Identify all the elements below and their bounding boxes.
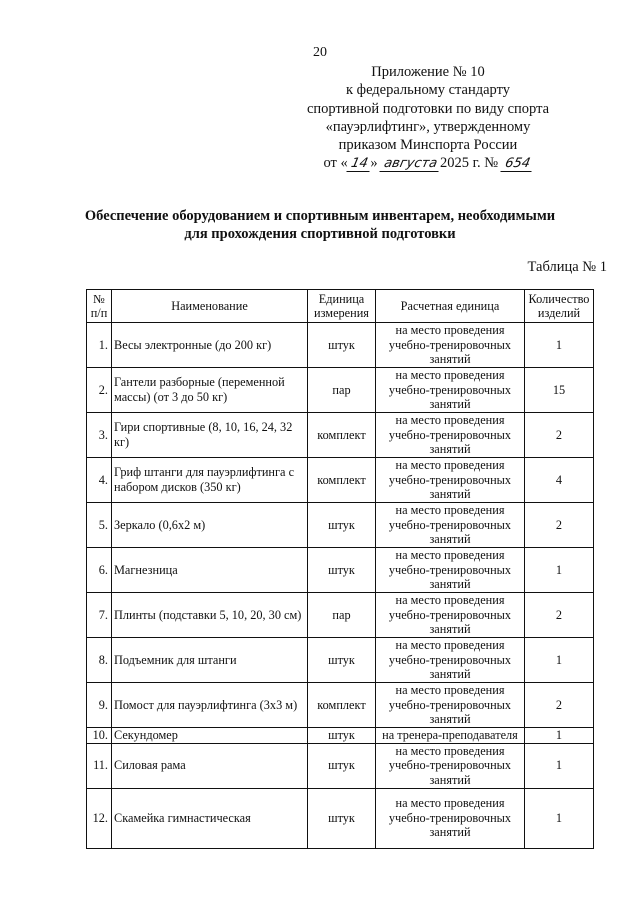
cell-name: Гриф штанги для пауэрлифтинга с набором дисков (350 кг) xyxy=(112,458,308,503)
handwritten-month: августа xyxy=(380,157,442,172)
cell-qty: 1 xyxy=(525,638,594,683)
cell-calc: на место проведения учебно-тренировочных занятий xyxy=(376,638,525,683)
title-line-1: Обеспечение оборудованием и спортивным инвентарем, необходимыми xyxy=(84,208,556,224)
cell-unit: штук xyxy=(308,638,376,683)
table-label: Таблица № 1 xyxy=(527,259,607,275)
table-row xyxy=(87,638,594,683)
appendix-line-5: приказом Минспорта России xyxy=(338,137,518,154)
cell-name: Весы электронные (до 200 кг) xyxy=(112,323,308,368)
cell-num: 8. xyxy=(87,638,112,683)
table-row xyxy=(87,503,594,548)
cell-calc: на место проведения учебно-тренировочных занятий xyxy=(376,593,525,638)
cell-calc: на место проведения учебно-тренировочных занятий xyxy=(376,458,525,503)
cell-calc: на место проведения учебно-тренировочных занятий xyxy=(376,368,525,413)
cell-unit: комплект xyxy=(308,458,376,503)
cell-calc: на тренера-преподавателя xyxy=(376,728,525,744)
cell-name: Подъемник для штанги xyxy=(112,638,308,683)
cell-unit: пар xyxy=(308,368,376,413)
handwritten-day: 14 xyxy=(346,157,372,172)
cell-unit: штук xyxy=(308,788,376,848)
title-line-2: для прохождения спортивной подготовки xyxy=(184,226,456,242)
table-row xyxy=(87,323,594,368)
table-row xyxy=(87,458,594,503)
cell-unit: штук xyxy=(308,548,376,593)
cell-num: 3. xyxy=(87,413,112,458)
cell-calc: на место проведения учебно-тренировочных занятий xyxy=(376,743,525,788)
cell-qty: 1 xyxy=(525,743,594,788)
cell-qty: 2 xyxy=(525,683,594,728)
document-title xyxy=(40,207,600,243)
table-row xyxy=(87,743,594,788)
table-row xyxy=(87,683,594,728)
page-number: 20 xyxy=(313,45,327,60)
appendix-block xyxy=(268,63,588,173)
cell-num: 11. xyxy=(87,743,112,788)
cell-num: 12. xyxy=(87,788,112,848)
appendix-line-2: к федеральному стандарту xyxy=(346,82,510,99)
cell-num: 1. xyxy=(87,323,112,368)
cell-name: Помост для пауэрлифтинга (3х3 м) xyxy=(112,683,308,728)
cell-unit: пар xyxy=(308,593,376,638)
cell-calc: на место проведения учебно-тренировочных занятий xyxy=(376,683,525,728)
cell-num: 4. xyxy=(87,458,112,503)
cell-num: 6. xyxy=(87,548,112,593)
cell-name: Скамейка гимнастическая xyxy=(112,788,308,848)
cell-unit: штук xyxy=(308,323,376,368)
date-prefix: от « xyxy=(323,155,348,172)
cell-name: Гири спортивные (8, 10, 16, 24, 32 кг) xyxy=(112,413,308,458)
equipment-table xyxy=(86,289,594,849)
cell-calc: на место проведения учебно-тренировочных занятий xyxy=(376,548,525,593)
cell-name: Магнезница xyxy=(112,548,308,593)
appendix-line-4: «пауэрлифтинг», утвержденному xyxy=(325,118,531,135)
cell-calc: на место проведения учебно-тренировочных занятий xyxy=(376,323,525,368)
cell-name: Силовая рама xyxy=(112,743,308,788)
cell-qty: 2 xyxy=(525,413,594,458)
cell-num: 10. xyxy=(87,728,112,744)
cell-calc: на место проведения учебно-тренировочных занятий xyxy=(376,413,525,458)
table-row xyxy=(87,368,594,413)
cell-qty: 2 xyxy=(525,503,594,548)
cell-calc: на место проведения учебно-тренировочных занятий xyxy=(376,503,525,548)
cell-qty: 1 xyxy=(525,728,594,744)
cell-unit: штук xyxy=(308,743,376,788)
cell-name: Гантели разборные (переменной массы) (от 3 до 50 кг) xyxy=(112,368,308,413)
table-row xyxy=(87,728,594,744)
cell-unit: штук xyxy=(308,503,376,548)
cell-unit: штук xyxy=(308,728,376,744)
header-name: Наименование xyxy=(112,290,308,323)
header-unit: Единица измерения xyxy=(308,290,376,323)
cell-name: Секундомер xyxy=(112,728,308,744)
cell-num: 5. xyxy=(87,503,112,548)
table-row xyxy=(87,548,594,593)
cell-qty: 1 xyxy=(525,548,594,593)
cell-unit: комплект xyxy=(308,683,376,728)
table-row xyxy=(87,413,594,458)
appendix-line-3: спортивной подготовки по виду спорта xyxy=(306,100,550,117)
cell-qty: 4 xyxy=(525,458,594,503)
cell-calc: на место проведения учебно-тренировочных занятий xyxy=(376,788,525,848)
cell-qty: 2 xyxy=(525,593,594,638)
date-year: 2025 г. № xyxy=(440,155,499,172)
cell-num: 9. xyxy=(87,683,112,728)
handwritten-order-number: 654 xyxy=(500,157,534,172)
cell-qty: 15 xyxy=(525,368,594,413)
table-row xyxy=(87,593,594,638)
cell-num: 2. xyxy=(87,368,112,413)
appendix-line-1: Приложение № 10 xyxy=(371,64,485,80)
table-header-row xyxy=(87,290,594,323)
header-calc: Расчетная единица xyxy=(376,290,525,323)
table-row xyxy=(87,788,594,848)
date-separator: » xyxy=(370,155,378,172)
header-num: № п/п xyxy=(87,290,112,323)
appendix-date-line xyxy=(268,154,588,172)
cell-name: Зеркало (0,6х2 м) xyxy=(112,503,308,548)
cell-qty: 1 xyxy=(525,788,594,848)
header-qty: Количество изделий xyxy=(525,290,594,323)
cell-qty: 1 xyxy=(525,323,594,368)
cell-name: Плинты (подставки 5, 10, 20, 30 см) xyxy=(112,593,308,638)
cell-unit: комплект xyxy=(308,413,376,458)
cell-num: 7. xyxy=(87,593,112,638)
